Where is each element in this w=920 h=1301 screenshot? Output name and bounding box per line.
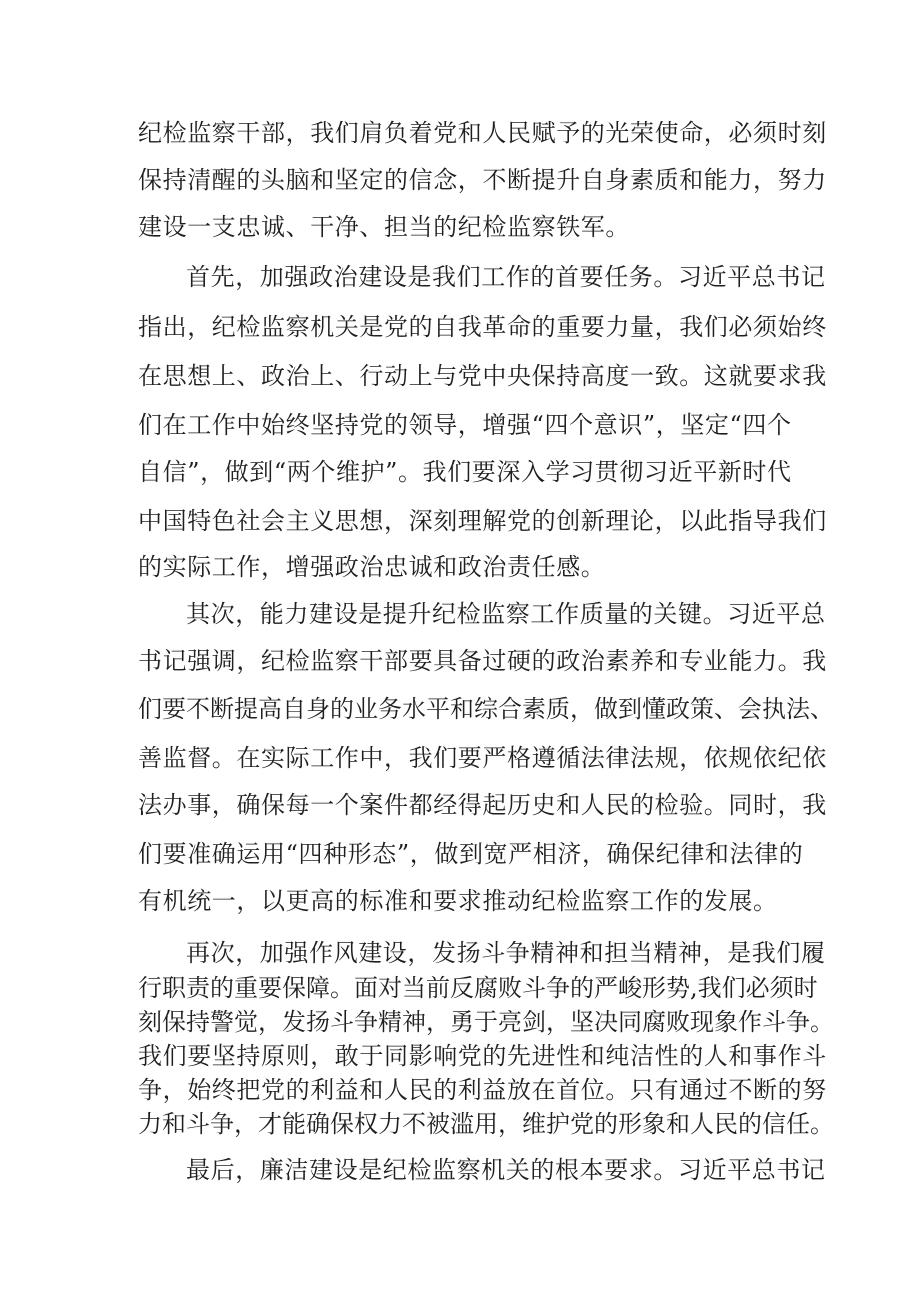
paragraph-3-line-7: 有机统一，以更高的标准和要求推动纪检监察工作的发展。 [138,887,778,915]
paragraph-2-line-3: 在思想上、政治上、行动上与党中央保持高度一致。这就要求我 [138,362,827,390]
paragraph-3-line-5: 法办事，确保每一个案件都经得起历史和人民的检验。同时，我 [138,791,827,819]
paragraph-3-line-6: 们要准确运用“四种形态”，做到宽严相济，确保纪律和法律的 [138,840,804,868]
paragraph-3-line-4: 善监督。在实际工作中，我们要严格遵循法律法规，依规依纪依 [138,744,827,772]
paragraph-2-line-2: 指出，纪检监察机关是党的自我革命的重要力量，我们必须始终 [138,313,827,341]
paragraph-4-line-2: 行职责的重要保障。面对当前反腐败斗争的严峻形势,我们必须时 [138,974,818,1002]
paragraph-2-line-7: 的实际工作，增强政治忠诚和政治责任感。 [138,553,606,581]
paragraph-2-line-6: 中国特色社会主义思想，深刻理解党的创新理论，以此指导我们 [138,507,827,535]
paragraph-4-line-6: 力和斗争，才能确保权力不被滥用，维护党的形象和人民的信任。 [138,1110,834,1138]
paragraph-4-line-3: 刻保持警觉，发扬斗争精神，勇于亮剑，坚决同腐败现象作斗争。 [138,1008,834,1036]
paragraph-3-line-1: 其次，能力建设是提升纪检监察工作质量的关键。习近平总 [186,600,826,628]
paragraph-2-line-4: 们在工作中始终坚持党的领导，增强“四个意识”，坚定“四个 [138,411,792,439]
paragraph-1-line-1: 纪检监察干部，我们肩负着党和人民赋予的光荣使命，必须时刻 [138,119,827,147]
paragraph-3-line-2: 书记强调，纪检监察干部要具备过硬的政治素养和专业能力。我 [138,647,827,675]
paragraph-4-line-5: 争，始终把党的利益和人民的利益放在首位。只有通过不断的努 [138,1076,827,1104]
paragraph-2-line-5: 自信”，做到“两个维护”。我们要深入学习贯彻习近平新时代 [138,458,792,486]
paragraph-4-line-4: 我们要坚持原则，敢于同影响党的先进性和纯洁性的人和事作斗 [138,1042,827,1070]
paragraph-4-line-1: 再次，加强作风建设，发扬斗争精神和担当精神，是我们履 [186,939,826,967]
paragraph-1-line-3: 建设一支忠诚、干净、担当的纪检监察铁军。 [138,213,630,241]
paragraph-2-line-1: 首先，加强政治建设是我们工作的首要任务。习近平总书记 [186,263,826,291]
paragraph-5-line-1: 最后，廉洁建设是纪检监察机关的根本要求。习近平总书记 [186,1156,826,1184]
paragraph-3-line-3: 们要不断提高自身的业务水平和综合素质，做到懂政策、会执法、 [138,695,834,723]
paragraph-1-line-2: 保持清醒的头脑和坚定的信念，不断提升自身素质和能力，努力 [138,166,827,194]
